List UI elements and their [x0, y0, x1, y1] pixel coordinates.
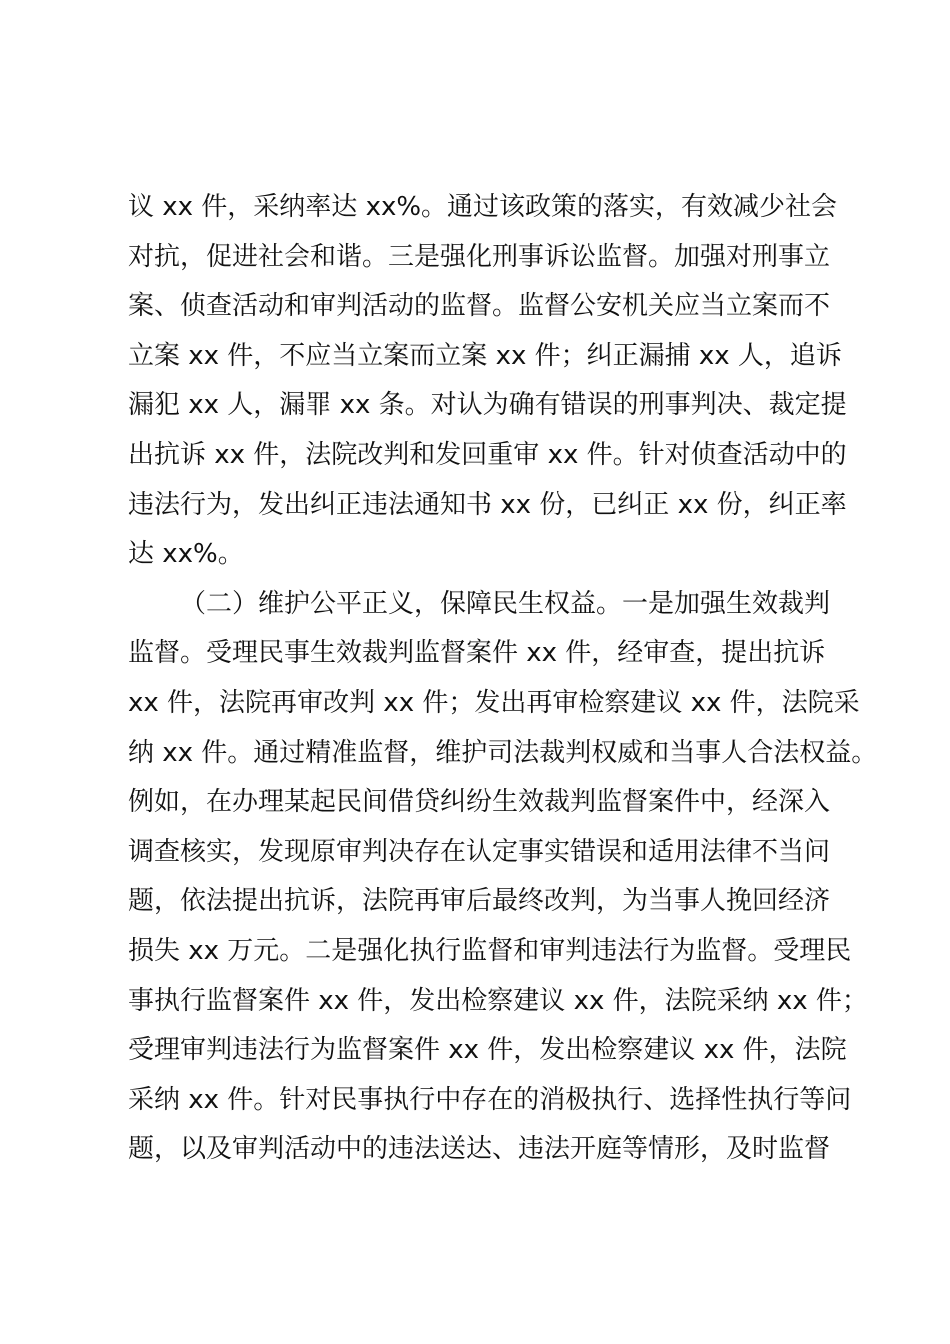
text-line: 议 xx 件，采纳率达 xx%。通过该政策的落实，有效减少社会 [128, 192, 838, 222]
text-line: 事执行监督案件 xx 件，发出检察建议 xx 件，法院采纳 xx 件； [128, 985, 868, 1016]
text-line: 采纳 xx 件。针对民事执行中存在的消极执行、选择性执行等问 [128, 1084, 852, 1115]
text-line: 违法行为，发出纠正违法通知书 xx 份，已纠正 xx 份，纠正率 [128, 489, 847, 520]
text-line: 调查核实，发现原审判决存在认定事实错误和适用法律不当问 [128, 836, 831, 867]
text-line: 案、侦查活动和审判活动的监督。监督公安机关应当立案而不 [128, 291, 831, 322]
body-text [128, 183, 878, 1175]
text-line: 题，以及审判活动中的违法送达、违法开庭等情形，及时监督 [128, 1134, 831, 1165]
section-heading-line: （二）维护公平正义，保障民生权益。一是加强生效裁判 [180, 588, 831, 619]
text-line: 达 xx%。 [128, 539, 244, 570]
text-line: 损失 xx 万元。二是强化执行监督和审判违法行为监督。受理民 [128, 935, 852, 966]
text-line: 对抗，促进社会和谐。三是强化刑事诉讼监督。加强对刑事立 [128, 241, 831, 272]
text-line: 监督。受理民事生效裁判监督案件 xx 件，经审查，提出抗诉 [128, 638, 826, 669]
text-line: 受理审判违法行为监督案件 xx 件，发出检察建议 xx 件，法院 [128, 1035, 847, 1066]
text-line: 纳 xx 件。通过精准监督，维护司法裁判权威和当事人合法权益。 [128, 737, 878, 768]
text-line: 例如，在办理某起民间借贷纠纷生效裁判监督案件中，经深入 [128, 787, 831, 818]
text-line: 题，依法提出抗诉，法院再审后最终改判，为当事人挽回经济 [128, 886, 831, 917]
text-line: 立案 xx 件，不应当立案而立案 xx 件；纠正漏捕 xx 人，追诉 [128, 340, 842, 371]
text-line: xx 件，法院再审改判 xx 件；发出再审检察建议 xx 件，法院采 [128, 687, 860, 718]
text-line: 漏犯 xx 人，漏罪 xx 条。对认为确有错误的刑事判决、裁定提 [128, 390, 847, 421]
text-line: 出抗诉 xx 件，法院改判和发回重审 xx 件。针对侦查活动中的 [128, 439, 847, 470]
